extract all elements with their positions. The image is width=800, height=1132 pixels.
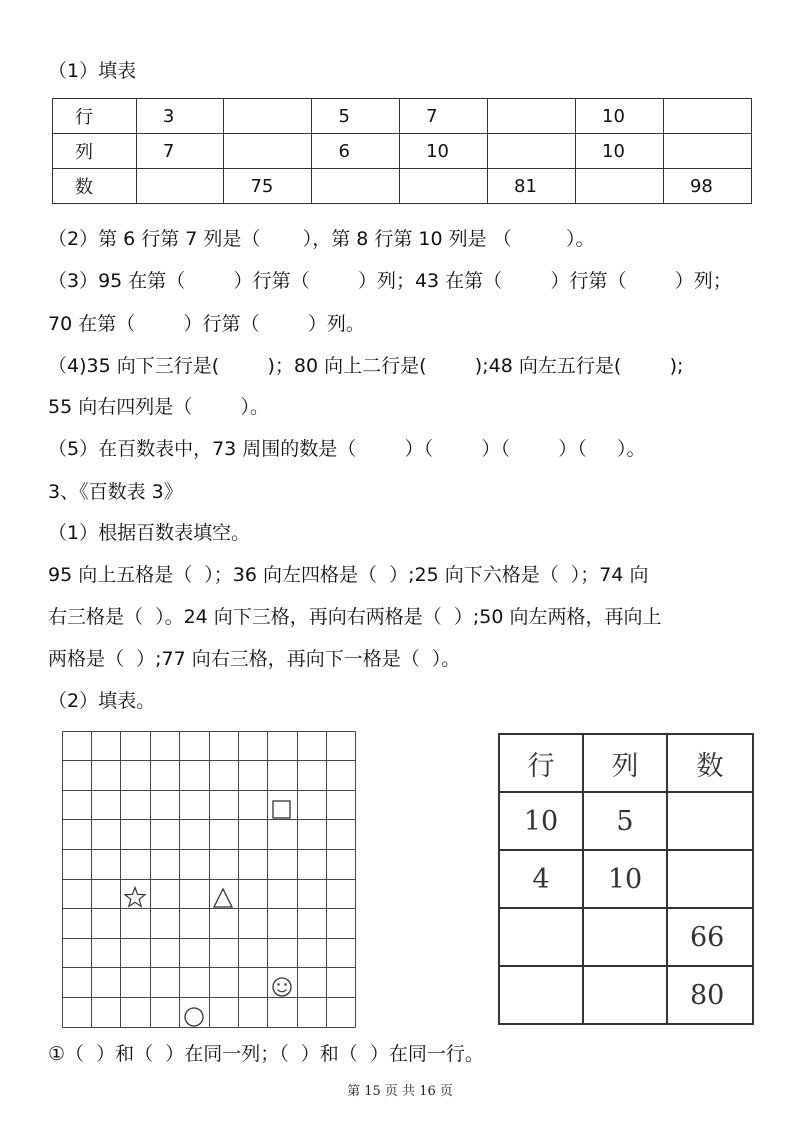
table-cell: 4 <box>499 850 583 908</box>
table-cell <box>499 966 583 1024</box>
question-2: （2）第 6 行第 7 列是（ ），第 8 行第 10 列是 （ ）。 <box>48 228 595 250</box>
table-cell <box>224 99 312 134</box>
table-cell <box>488 99 576 134</box>
table-cell: 10 <box>499 792 583 850</box>
question-4-line-2: 55 向右四列是（ ）。 <box>48 396 270 418</box>
table-cell <box>499 908 583 966</box>
table-row <box>53 169 752 204</box>
part-1-line-2: 右三格是（ ）。24 向下三格，再向右两格是（ ）;50 向左两格，再向上 <box>48 606 662 628</box>
table-cell <box>663 99 751 134</box>
table-cell: 5 <box>583 792 667 850</box>
part-1-line-1: 95 向上五格是（ ）；36 向左四格是（ ）;25 向下六格是（ ）；74 向 <box>48 564 649 586</box>
table-cell: 7 <box>400 99 488 134</box>
table-cell <box>136 169 224 204</box>
table-cell: 80 <box>667 966 753 1024</box>
question-3-line-1: （3）95 在第（ ）行第（ ）列；43 在第（ ）行第（ ）列； <box>48 270 732 292</box>
column-header-lie: 列 <box>583 734 667 792</box>
table-row <box>499 792 753 850</box>
table-cell: 98 <box>663 169 751 204</box>
position-grid <box>62 731 358 1029</box>
table-cell: 6 <box>312 134 400 169</box>
table-cell <box>400 169 488 204</box>
table-cell: 10 <box>576 99 664 134</box>
question-5: （5）在百数表中，73 周围的数是（ ）（ ）（ ）（ ）。 <box>48 438 646 460</box>
table-cell: 10 <box>583 850 667 908</box>
table-cell: 81 <box>488 169 576 204</box>
table-row <box>53 134 752 169</box>
square-icon <box>273 801 290 818</box>
hundred-chart-table <box>52 98 752 204</box>
table-cell <box>576 169 664 204</box>
question-3-line-2: 70 在第（ ）行第（ ）列。 <box>48 313 365 335</box>
row-header-lie: 列 <box>53 134 137 169</box>
section-3-title: 3、《百数表 3》 <box>48 481 183 503</box>
table-cell: 7 <box>136 134 224 169</box>
star-icon <box>125 888 145 907</box>
triangle-icon <box>214 889 232 907</box>
table-cell <box>583 966 667 1024</box>
row-header-shu: 数 <box>53 169 137 204</box>
grid-lines <box>63 732 356 1028</box>
part-1-line-3: 两格是（ ）;77 向右三格，再向下一格是（ ）。 <box>48 648 461 670</box>
table-cell: 75 <box>224 169 312 204</box>
table-cell <box>488 134 576 169</box>
table-cell: 66 <box>667 908 753 966</box>
table-row <box>499 850 753 908</box>
column-header-shu: 数 <box>667 734 753 792</box>
circle-icon <box>185 1008 203 1026</box>
table-cell <box>224 134 312 169</box>
grid-question-1: ①（ ）和（ ）在同一列；（ ）和（ ）在同一行。 <box>48 1043 484 1065</box>
question-4-line-1: （4)35 向下三行是( )；80 向上二行是( );48 向左五行是( ); <box>48 355 684 377</box>
table-cell: 10 <box>576 134 664 169</box>
table-cell: 5 <box>312 99 400 134</box>
table-cell <box>583 908 667 966</box>
table-row <box>499 908 753 966</box>
part-2-heading: （2）填表。 <box>48 690 156 712</box>
row-column-number-table <box>498 733 754 1025</box>
table-cell <box>312 169 400 204</box>
table-row <box>499 966 753 1024</box>
table-cell: 10 <box>400 134 488 169</box>
section-heading-fill-table: （1）填表 <box>48 60 137 82</box>
table-cell: 3 <box>136 99 224 134</box>
table-cell <box>663 134 751 169</box>
table-row <box>53 99 752 134</box>
table-cell <box>667 792 753 850</box>
column-header-hang: 行 <box>499 734 583 792</box>
part-1-heading: （1）根据百数表填空。 <box>48 522 251 544</box>
table-header-row <box>499 734 753 792</box>
table-cell <box>667 850 753 908</box>
page-footer: 第 15 页 共 16 页 <box>347 1084 453 1099</box>
row-header-hang: 行 <box>53 99 137 134</box>
smiley-icon <box>273 978 291 996</box>
